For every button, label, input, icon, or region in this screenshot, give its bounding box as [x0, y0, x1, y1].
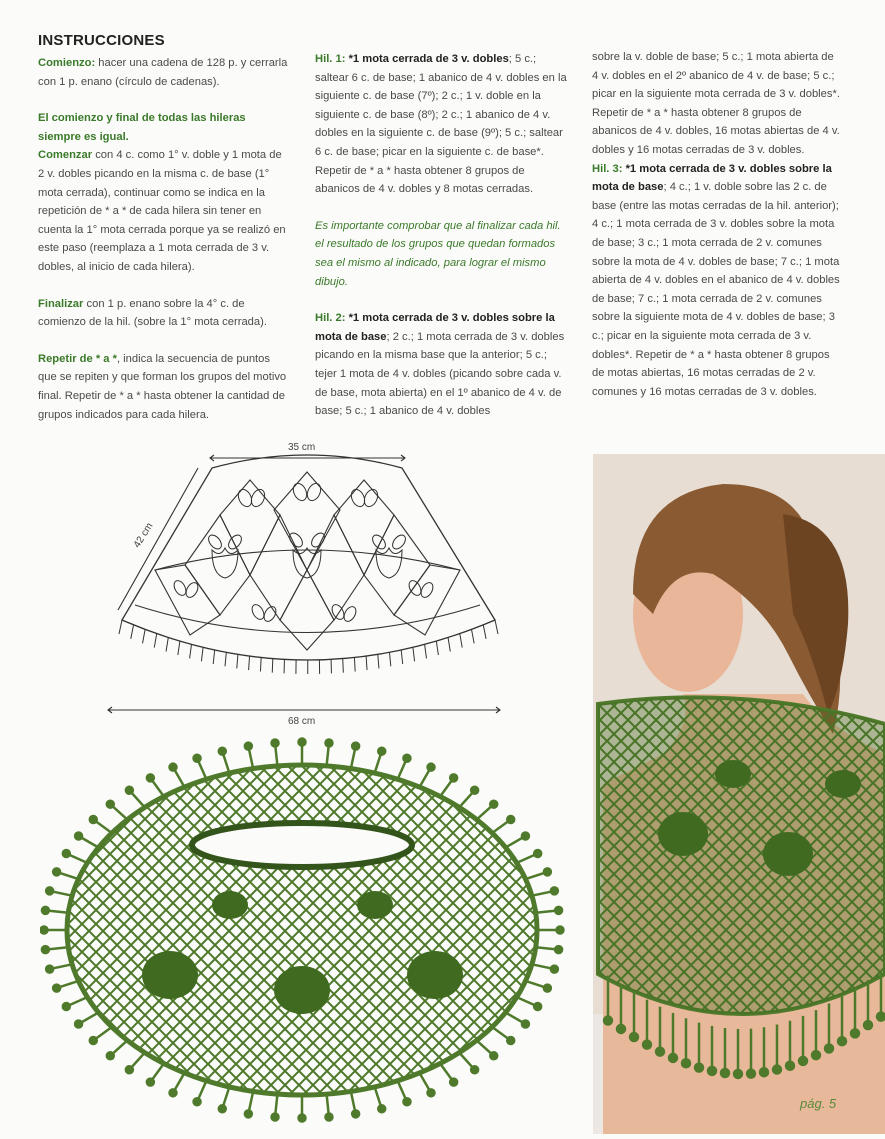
row2-continued: sobre la v. doble de base; 5 c.; 1 mota abierta de 4 v. dobles en el 2º abanico de 4 v. de base; 5 c.; picar en la siguiente mota cerrada de 3 v. dobles*. Repetir de * a * hasta obtener 8 grupos de abanicos de 4 v. dobles, 16 motas abiertas de 4 v. dobles y 16 motas cerradas de 3 v. dobles.	[592, 48, 842, 160]
fringe-bobble	[812, 1051, 820, 1059]
fringe-bobble	[522, 833, 529, 840]
fringe-bobble	[643, 1041, 651, 1049]
fringe-bobble	[147, 1079, 154, 1086]
bottom-width-label: 68 cm	[288, 716, 315, 727]
fringe-bobble	[555, 907, 562, 914]
schematic-drawing	[100, 440, 510, 730]
fringe-bobble	[877, 1013, 885, 1021]
fringe-bobble	[63, 850, 70, 857]
fringe-tick	[178, 641, 180, 655]
fringe-bobble	[799, 1057, 807, 1065]
fringe-bobble	[90, 1037, 97, 1044]
fringe-bobble	[53, 868, 60, 875]
comienzo-paragraph	[38, 54, 290, 91]
fringe-bobble	[41, 927, 48, 934]
fringe-bobble	[838, 1037, 846, 1045]
comenzar-paragraph	[38, 146, 290, 276]
fringe-bobble	[760, 1068, 768, 1076]
schematic-diagram	[100, 440, 510, 730]
fringe-tick	[448, 638, 450, 652]
fringe-bobble	[682, 1059, 690, 1067]
fringe-bobble	[507, 1037, 514, 1044]
fringe-tick	[378, 654, 379, 668]
rows-note: El comienzo y final de todas las hileras siempre es igual.	[38, 109, 290, 146]
row3-label: Hil. 3:	[592, 163, 622, 175]
fringe-tick	[154, 634, 156, 648]
row1-label: Hil. 1:	[315, 53, 345, 65]
fringe-tick	[483, 625, 486, 639]
fringe-bobble	[403, 755, 410, 762]
fringe-bobble	[352, 743, 359, 750]
fringe-bobble	[42, 907, 49, 914]
important-note: Es importante comprobar que al finalizar cada hil. el resultado de los grupos que quedan formados sea el mismo al indicado, para lograr el mismo dibujo.	[315, 217, 567, 291]
fringe-bobble	[534, 850, 541, 857]
instructions-column-2	[315, 50, 567, 421]
fringe-tick	[272, 659, 273, 673]
fringe-bobble	[507, 816, 514, 823]
fringe-bobble	[245, 743, 252, 750]
fringe-tick	[260, 658, 261, 672]
row2-bold: *1 mota cerrada de 3 v. dobles sobre la mota de base	[315, 312, 555, 343]
fringe-bobble	[534, 1003, 541, 1010]
fringe-bobble	[325, 1113, 332, 1120]
fringe-bobble	[708, 1067, 716, 1075]
fringe-bobble	[272, 1113, 279, 1120]
fringe-tick	[401, 650, 403, 664]
fringe-bobble	[544, 868, 551, 875]
fringe-bobble	[551, 887, 558, 894]
fringe-tick	[225, 652, 226, 666]
repetir-paragraph	[38, 350, 290, 424]
leaf-motif-3	[349, 487, 380, 508]
leaf-motif-5	[250, 603, 279, 624]
fringe-tick	[472, 629, 475, 643]
fringe-tick	[119, 620, 122, 634]
fringe-bobble	[544, 985, 551, 992]
instructions-title: INSTRUCCIONES	[38, 30, 290, 52]
fringe-bobble	[126, 787, 133, 794]
fringe-bobble	[378, 748, 385, 755]
fringe-bobble	[786, 1062, 794, 1070]
comienzo-label: Comienzo:	[38, 57, 95, 69]
fringe-bobble	[272, 740, 279, 747]
model-photo	[593, 454, 885, 1134]
fringe-bobble	[42, 946, 49, 953]
fringe-bobble	[107, 801, 114, 808]
fringe-bobble	[490, 1052, 497, 1059]
fringe-bobble	[90, 816, 97, 823]
fringe-tick	[425, 644, 427, 658]
fringe-bobble	[75, 1021, 82, 1028]
repetir-label: Repetir de * a *	[38, 353, 117, 365]
fringe-bobble	[378, 1105, 385, 1112]
leaf-motif-1	[236, 487, 267, 508]
fringe-bobble	[299, 1115, 306, 1122]
row3-text: ; 4 c.; 1 v. doble sobre las 2 c. de base (entre las motas cerradas de la hil. anterior); 4 c.; 1 mota cerrada de 3 v. dobles sobre la mota de base; 3 c.; 1 mota cerrada de 2 v. comunes sobre la mota de 4 v. dobles de base; 7 c.; 1 mota abierta de 4 v. dobles en el abanico de 4 v. dobles de base; 7 c.; 1 mota cerrada de 2 v. comunes sobre la siguiente mota de 4 v. dobles de base; 3 c.; picar en la siguiente mota cerrada de 3 v. dobles*. Repetir de * a * hasta obtener 8 grupos de motas abiertas, 16 motas cerradas de 2 v. comunes y 16 motas cerradas de 3 v. dobles.	[592, 181, 840, 398]
fringe-bobble	[219, 748, 226, 755]
fringe-bobble	[864, 1021, 872, 1029]
finalizar-paragraph	[38, 295, 290, 332]
finalizar-text: con 1 p. enano sobre la 4° c. de comienzo de la hil. (sobre la 1° mota cerrada).	[38, 298, 267, 329]
fringe-tick	[131, 625, 134, 639]
fringe-tick	[190, 644, 192, 658]
fringe-bobble	[219, 1105, 226, 1112]
fringe-tick	[237, 654, 238, 668]
fringe-bobble	[522, 1021, 529, 1028]
fringe-bobble	[352, 1110, 359, 1117]
fringe-bobble	[126, 1066, 133, 1073]
fringe-bobble	[428, 764, 435, 771]
fringe-tick	[343, 659, 344, 673]
fringe-bobble	[147, 774, 154, 781]
fringe-tick	[389, 652, 390, 666]
row3-paragraph	[592, 160, 842, 402]
row2-paragraph	[315, 309, 567, 421]
fringe-bobble	[325, 740, 332, 747]
fringe-tick	[213, 650, 215, 664]
fringe-bobble	[450, 1079, 457, 1086]
fringe-bobble	[825, 1045, 833, 1053]
row1-text: ; 5 c.; saltear 6 c. de base; 1 abanico de 4 v. dobles en la siguiente c. de base (7º); 2 c.; 1 v. doble en la siguiente c. de base (8º); 2 c.; 1 abanico de 4 v. dobles en la siguiente c. de base (9º); 5 c.; saltear 6 c. de base; picar en la siguiente c. de base*. Repetir de * a * hasta obtener 8 grupos de abanicos de 4 v. dobles y 8 motas cerradas.	[315, 53, 567, 195]
fringe-ticks	[119, 620, 498, 674]
row1-bold: *1 mota cerrada de 3 v. dobles	[345, 53, 508, 65]
fringe-bobble	[471, 787, 478, 794]
fringe-bobble	[617, 1025, 625, 1033]
fringe-bobble	[170, 1089, 177, 1096]
fringe-tick	[436, 641, 438, 655]
repetir-text: , indica la secuencia de puntos que se repiten y que forman los grupos del motivo final. Repetir de * a * hasta obtener la cantidad de grupos indicados para cada hilera.	[38, 353, 286, 421]
page-number: pág. 5	[800, 1096, 836, 1111]
fringe-bobble	[773, 1066, 781, 1074]
row2-label: Hil. 2:	[315, 312, 345, 324]
instructions-column-1	[38, 30, 290, 424]
comenzar-label: Comenzar	[38, 149, 92, 161]
fringe-bobble	[747, 1070, 755, 1078]
fringe-bobble	[721, 1069, 729, 1077]
shawl-outline	[122, 455, 495, 660]
model-image	[593, 454, 885, 1134]
comienzo-text: hacer una cadena de 128 p. y cerrarla con 1 p. enano (círculo de cadenas).	[38, 57, 287, 88]
fringe-bobble	[490, 801, 497, 808]
fringe-bobble	[656, 1048, 664, 1056]
fringe-tick	[366, 656, 367, 670]
fringe-tick	[495, 620, 498, 634]
leaf-motif-2	[291, 481, 323, 502]
top-width-label: 35 cm	[288, 442, 315, 453]
fringe-bobble	[555, 946, 562, 953]
row1-paragraph	[315, 50, 567, 199]
fringe-bobble	[46, 966, 53, 973]
fringe-bobble	[734, 1070, 742, 1078]
fringe-bobble	[695, 1064, 703, 1072]
fringe-bobble	[669, 1054, 677, 1062]
fringe-tick	[413, 647, 415, 661]
fringe-bobble	[63, 1003, 70, 1010]
shawl-flat-image	[40, 735, 565, 1130]
fringe-bobble	[851, 1029, 859, 1037]
comenzar-text: con 4 c. como 1° v. doble y 1 mota de 2 v. dobles picando en la misma c. de base (1° mota cerrada), continuar como se indica en la repetición de * a * de cada hilera sin tener en cuenta la 1° mota cerrada porque ya se realizó en este paso (reemplaza a 1 mota cerrada de 3 v. dobles, al inicio de cada hilera).	[38, 149, 286, 273]
fringe-bobble	[551, 966, 558, 973]
fringe-tick	[166, 638, 168, 652]
fringe-bobble	[450, 774, 457, 781]
fringe-bobble	[403, 1098, 410, 1105]
fringe-bobble	[604, 1017, 612, 1025]
fringe-tick	[143, 629, 146, 643]
leaf-motif-7	[407, 579, 436, 600]
fringe-tick	[201, 647, 203, 661]
fringe-bobble	[75, 833, 82, 840]
fringe-bobble	[170, 764, 177, 771]
fringe-bobble	[194, 755, 201, 762]
fringe-bobble	[107, 1052, 114, 1059]
fringe-tick	[354, 658, 355, 672]
shawl-flat-photo	[40, 735, 565, 1130]
row2-text: ; 2 c.; 1 mota cerrada de 3 v. dobles picando en la misma base que la anterior; 5 c.; tejer 1 mota de 4 v. dobles (picando sobre cada v. de base, mota abierta) en el 1º abanico de 4 v. de base; 5 c.; 1 abanico de 4 v. dobles	[315, 331, 564, 417]
finalizar-label: Finalizar	[38, 298, 83, 310]
fringe-bobble	[245, 1110, 252, 1117]
fringe-bobble	[557, 927, 564, 934]
fringe-bobble	[46, 887, 53, 894]
side-length-label: 42 cm	[132, 521, 156, 550]
fringe-tick	[460, 634, 462, 648]
fringe-bobble	[428, 1089, 435, 1096]
fringe-bobble	[53, 985, 60, 992]
fringe-bobble	[194, 1098, 201, 1105]
fringe-bobble	[471, 1066, 478, 1073]
fringe-bobble	[630, 1033, 638, 1041]
fringe-tick	[249, 656, 250, 670]
fringe-bobble	[299, 739, 306, 746]
instructions-column-3	[592, 48, 842, 401]
row3-bold: *1 mota cerrada de 3 v. dobles sobre la mota de base	[592, 163, 832, 194]
